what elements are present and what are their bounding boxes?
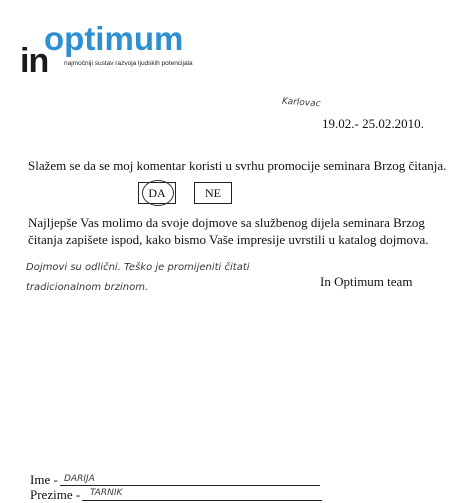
- logo-optimum: optimum: [44, 20, 184, 57]
- request-line-1: Najljepše Vas molimo da svoje dojmove sa službenog dijela seminara Brzog: [28, 215, 425, 230]
- logo-tagline: najmočniji sustav razvoja ljudskih potencijala: [64, 60, 193, 67]
- request-line-2: čitanja zapišete ispod, kako bismo Vaše impresije uvrstili u katalog dojmova.: [28, 232, 429, 247]
- handwritten-city: Karlovac: [281, 96, 321, 110]
- name-line: [60, 485, 320, 486]
- comment-line-1: Dojmovi su odlični. Teško je promijeniti čitati: [26, 262, 250, 273]
- surname-label: Prezime -: [30, 487, 81, 502]
- team-signature: In Optimum team: [320, 274, 413, 289]
- yes-label: DA: [148, 186, 166, 200]
- seminar-dates: 19.02.- 25.02.2010.: [322, 116, 424, 131]
- no-label: NE: [205, 186, 221, 200]
- surname-value[interactable]: TARNIK: [90, 488, 123, 498]
- no-box[interactable]: [194, 182, 232, 204]
- logo-in: in: [20, 42, 49, 80]
- consent-text: Slažem se da se moj komentar koristi u svrhu promocije seminara Brzog čitanja.: [28, 158, 447, 173]
- name-value[interactable]: DARIJA: [64, 474, 95, 484]
- selected-circle-mark: [142, 180, 174, 206]
- comment-line-2: tradicionalnom brzinom.: [26, 282, 149, 293]
- name-label: Ime -: [30, 472, 58, 487]
